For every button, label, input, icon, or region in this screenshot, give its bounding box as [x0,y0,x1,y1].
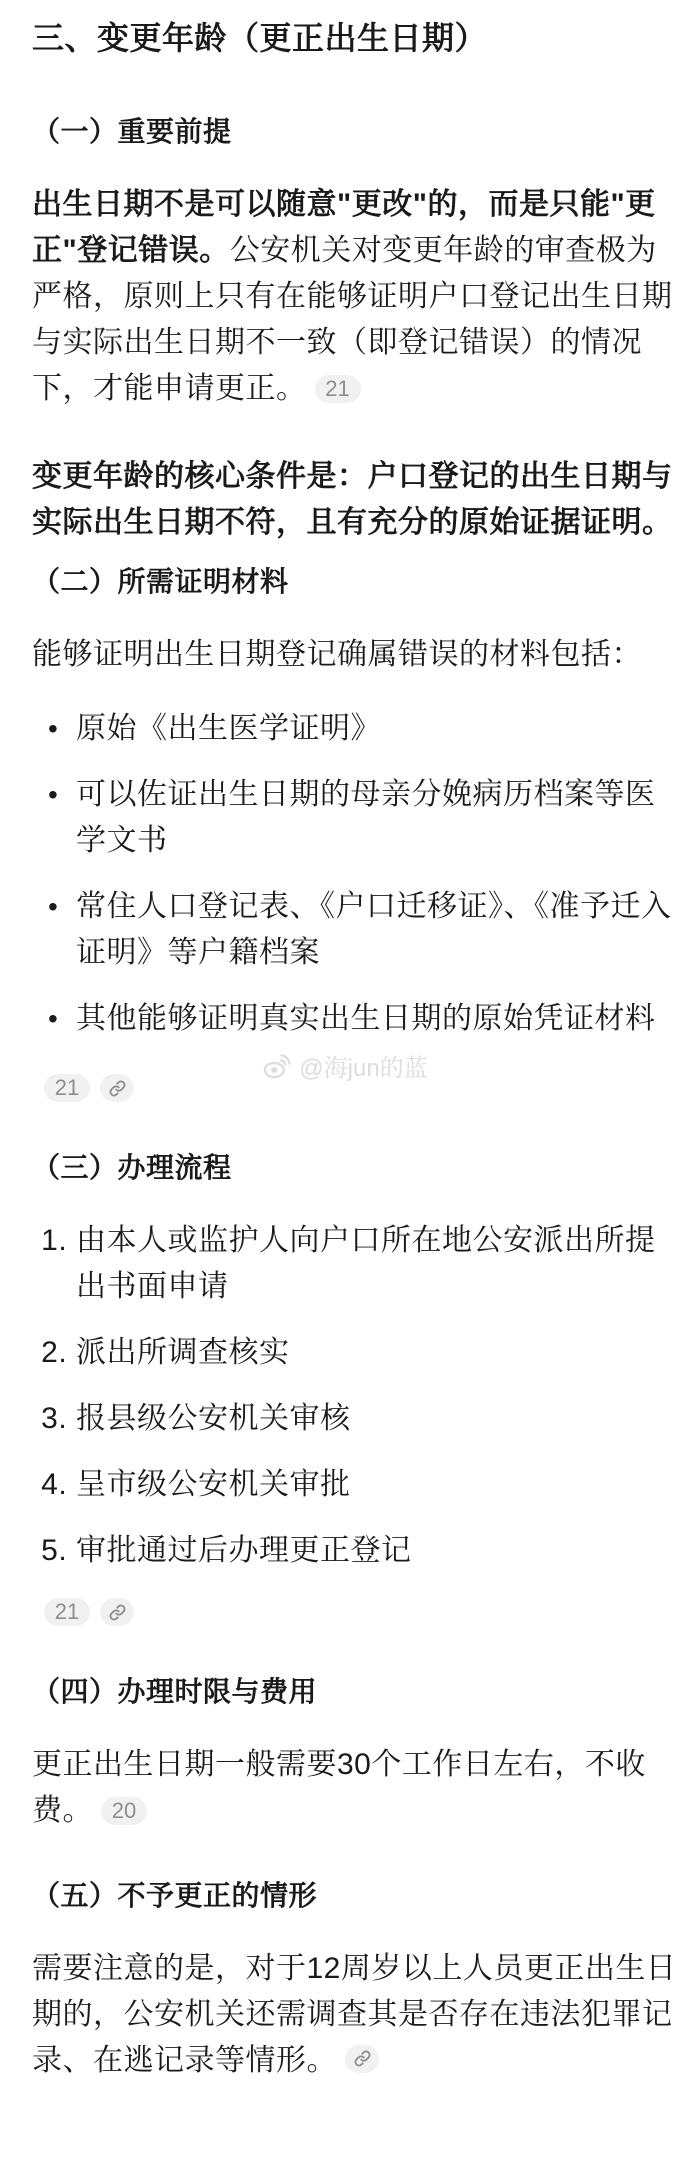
paragraph-premise [32,182,682,412]
section-heading-exceptions: （五）不予更正的情形 [32,1880,318,1911]
list-item: 5. 审批通过后办理更正登记 [76,1528,682,1574]
citation-badge[interactable]: 21 [44,1074,90,1102]
section-exceptions [32,1876,682,2084]
paragraph-time-fees [32,1742,682,1834]
section-premise [32,112,682,546]
section-heading-time-fees: （四）办理时限与费用 [32,1676,318,1707]
materials-list [32,706,682,1042]
text-run: 需要注意的是，对于12周岁以上人员更正出生日期的，公安机关还需调查其是否存在违法犯罪记录、在逃记录等情形。 [32,1952,677,2077]
paragraph-exceptions [32,1946,682,2084]
source-link-button[interactable] [345,2045,379,2073]
citation-badge[interactable]: 20 [101,1797,147,1825]
citation-row [32,1598,682,1626]
link-icon [353,2049,372,2068]
watermark-text: @海jun的蓝 [299,1055,428,1082]
link-icon [108,1603,127,1622]
list-item: 1. 由本人或监护人向户口所在地公安派出所提出书面申请 [76,1218,682,1310]
section-process [32,1148,682,1626]
page-title: 三、变更年龄（更正出生日期） [32,20,488,56]
list-item: 4. 呈市级公安机关审批 [76,1462,682,1508]
process-steps-list [32,1218,682,1574]
section-heading-premise: （一）重要前提 [32,116,232,147]
link-icon [108,1079,127,1098]
section-heading-materials: （二）所需证明材料 [32,566,289,597]
text-run: 更正出生日期一般需要30个工作日左右，不收费。 [32,1748,646,1827]
list-item: • 常住人口登记表、《户口迁移证》、《准予迁入证明》等户籍档案 [76,884,682,976]
section-time-fees [32,1672,682,1834]
list-item: • 可以佐证出生日期的母亲分娩病历档案等医学文书 [76,772,682,864]
text-run: 公安机关对变更年龄的审查极为严格，原则上只有在能够证明户口登记出生日期与实际出生日期不一致（即登记错误）的情况下，才能申请更正。 [32,234,673,405]
source-link-button[interactable] [100,1074,134,1102]
bold-text-run: 变更年龄的核心条件是：户口登记的出生日期与实际出生日期不符，且有充分的原始证据证明。 [32,460,673,539]
section-materials [32,562,682,1102]
paragraph-core-condition [32,454,682,546]
list-item: • 原始《出生医学证明》 [76,706,682,752]
list-item: 2. 派出所调查核实 [76,1330,682,1376]
citation-row [32,1074,682,1102]
citation-badge[interactable]: 21 [315,375,361,403]
list-item: • 其他能够证明真实出生日期的原始凭证材料 [76,996,682,1042]
citation-badge[interactable]: 21 [44,1598,90,1626]
paragraph-materials-intro: 能够证明出生日期登记确属错误的材料包括： [32,638,642,671]
source-link-button[interactable] [100,1598,134,1626]
section-heading-process: （三）办理流程 [32,1152,232,1183]
bold-text-run: 出生日期不是可以随意"更改"的，而是只能"更正"登记错误。 [32,188,656,267]
list-item: 3. 报县级公安机关审核 [76,1396,682,1442]
article [32,16,682,2084]
